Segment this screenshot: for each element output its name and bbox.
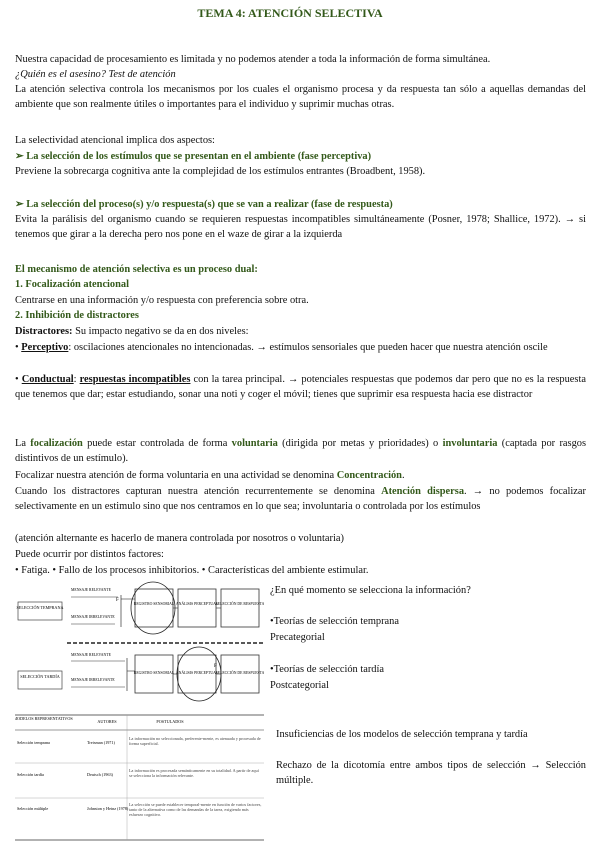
msg-irrelevant-top: MENSAJE IRRELEVANTE — [71, 615, 115, 619]
table-header-authors: AUTORES — [97, 719, 117, 724]
table-row-1-model: Selección temprana — [17, 740, 50, 745]
rechazo-note: Rechazo de la dicotomía entre ambos tipos de selección → Selección múltiple. — [276, 760, 586, 786]
selection-question: ¿En qué momento se selecciona la información? — [270, 585, 471, 596]
response-selection-top-label: SELECCIÓN DE RESPUESTA — [215, 602, 264, 606]
dual-item-1-heading: 1. Focalización atencional — [15, 279, 129, 290]
table-row-2-author: Deutsch (1963) — [87, 772, 113, 777]
distractores-label: Distractores: — [15, 326, 73, 337]
selection-models-diagram — [15, 581, 264, 705]
dispersa-paragraph: Cuando los distractores capturan nuestra atención recurrentemente se denomina Atención dispersa. → no podemos focalizar selectivamente en un estimulo sino que nos centramos en lo que sea; involuntaria o controlada por los estímulos — [15, 486, 586, 512]
distractores-line — [15, 324, 586, 339]
factores-lead: Puede ocurrir por distintos factores: — [15, 549, 164, 560]
perceptual-analysis-bottom-label: ANÁLISIS PERCEPTUAL — [175, 671, 219, 675]
aspect-1-title: ➢ La selección de los estímulos que se presentan en el ambiente (fase perceptiva) — [15, 151, 372, 162]
late-theories: •Teorías de selección tardía — [270, 664, 384, 675]
intro-paragraph: La atención selectiva controla los mecanismos por los cuales el organismo procesa y da respuesta tan sólo a aquellas demandas del ambiente que son realmente útiles o importantes para el individuo y suprimir muchas otras. — [15, 84, 586, 110]
bullet-conductual: • Conductual: respuestas incompatibles con la tarea principal. → potenciales respuestas que podemos dar pero que no es la respuesta que tenemos que dar; estar estudiando, sonar una noti y coger el móvil; tienes que suprimir esa respuesta hacia ese distractor — [15, 374, 586, 400]
aspect-2-text: Evita la parálisis del organismo cuando se requieren respuestas incompatibles simultáneamente (Posner, 1978; Shallice, 1972). → si tenemos que girar a la derecha pero nos pone en el waze de girar a la izquierda — [15, 214, 586, 240]
perceptual-analysis-top — [178, 589, 216, 627]
intro-question-link[interactable]: ¿Quién es el asesino? Test de atención — [15, 69, 176, 80]
table-row-2-postulate: La información es procesada semánticamente en su totalidad. A partir de aquí se selecciona la información relevante. — [129, 768, 259, 779]
aspect-2-title: ➢ La selección del proceso(s) y/o respuesta(s) que se van a realizar (fase de respuesta) — [15, 199, 393, 210]
filter-bottom-label: F — [214, 664, 217, 669]
table-row-3-author: Johnston y Heinz (1978) — [87, 806, 129, 811]
sensory-register-top-label: REGISTRO SENSORIAL — [133, 602, 175, 606]
table-row-3-model: Selección múltiple — [17, 806, 49, 811]
early-theories-sub: Precategorial — [270, 632, 325, 643]
voluntaria-term: voluntaria — [231, 438, 278, 449]
conductual-text: con la tarea principal. → potenciales respuestas que podemos dar pero que no es la respuesta que tenemos que dar; estar estudiando, sonar una noti y coger el móvil; tienes que suprimir esa respuesta hacia ese distractor — [15, 374, 586, 400]
page-title: TEMA 4: ATENCIÓN SELECTIVA — [197, 6, 383, 20]
intro-line: Nuestra capacidad de procesamiento es limitada y no podemos atender a toda la información de forma simultánea. — [15, 54, 491, 65]
focalizacion-term: focalización — [30, 438, 83, 449]
alternante-note: (atención alternante es hacerlo de manera controlada por nosotros o voluntaria) — [15, 533, 344, 544]
late-selection-label: SELECCIÓN TARDÍA — [20, 674, 60, 679]
perceptivo-text: : oscilaciones atencionales no intencionadas. → estímulos sensoriales que pueden hacer que nuestra atención oscile — [68, 342, 548, 353]
conductual-label: Conductual — [21, 374, 74, 385]
dual-item-1-text: Centrarse en una información y/o respuesta con preferencia sobre otra. — [15, 295, 309, 306]
table-row-1-author: Treisman (1971) — [87, 740, 115, 745]
table-row-1-postulate: La información no seleccionada, preferente-mente, es atenuada y procesada de forma superficial. — [129, 736, 261, 747]
dual-item-2-heading: 2. Inhibición de distractores — [15, 310, 139, 321]
sensory-register-top — [135, 589, 173, 627]
msg-irrelevant-bottom: MENSAJE IRRELEVANTE — [71, 678, 115, 682]
perceptivo-label: Perceptivo — [21, 342, 69, 353]
insuficiencias-note: Insuficiencias de los modelos de selección temprana y tardía — [276, 729, 528, 740]
aspects-lead: La selectividad atencional implica dos aspectos: — [15, 135, 215, 146]
response-selection-top — [221, 589, 259, 627]
msg-relevant-bottom: MENSAJE RELEVANTE — [71, 653, 111, 657]
conductual-sub: respuestas incompatibles — [79, 374, 191, 385]
concentracion-line: Focalizar nuestra atención de forma voluntaria en una actividad se denomina Concentración. — [15, 470, 405, 481]
early-theories: •Teorías de selección temprana — [270, 616, 399, 627]
filter-top-label: F — [116, 598, 119, 603]
involuntaria-term: involuntaria — [442, 438, 498, 449]
focal-paragraph: La focalización puede estar controlada de forma voluntaria (dirigida por metas y prioridades) o involuntaria (captada por rasgos distintivos de un estímulo). — [15, 438, 587, 464]
factores-list: • Fatiga. • Fallo de los procesos inhibitorios. • Características del ambiente estimular. — [15, 565, 369, 576]
table-header-postulates: POSTULADOS — [156, 719, 184, 724]
table-row-2-model: Selección tardía — [17, 772, 44, 777]
response-selection-bottom-label: SELECCIÓN DE RESPUESTA — [215, 671, 264, 675]
table-header-models: MODELOS REPRESENTATIVOS — [15, 716, 73, 721]
atencion-dispersa-term: Atención dispersa — [381, 486, 465, 497]
perceptual-analysis-top-label: ANÁLISIS PERCEPTUAL — [175, 602, 219, 606]
bullet-perceptivo: • Perceptivo: oscilaciones atencionales no intencionadas. → estímulos sensoriales que pueden hacer que nuestra atención oscile — [15, 342, 548, 353]
models-table — [15, 714, 264, 841]
table-row-3-postulate: La selección se puede establecer temporal-mente en función de varios factores, tanto de la alternativa como de las demandas de la tarea, exigiendo más esfuerzo cognitivo. — [129, 802, 262, 818]
late-theories-sub: Postcategorial — [270, 680, 329, 691]
msg-relevant-top: MENSAJE RELEVANTE — [71, 588, 111, 592]
aspect-1-text: Previene la sobrecarga cognitiva ante la complejidad de los estímulos entrantes (Broadbent, 1958). — [15, 166, 426, 177]
early-selection-label: SELECCIÓN TEMPRANA — [16, 605, 64, 610]
concentracion-term: Concentración — [336, 470, 402, 481]
dual-heading: El mecanismo de atención selectiva es un proceso dual: — [15, 264, 258, 275]
distractores-text: Su impacto negativo se da en dos niveles: — [72, 326, 249, 337]
sensory-register-bottom-label: REGISTRO SENSORIAL — [133, 671, 175, 675]
